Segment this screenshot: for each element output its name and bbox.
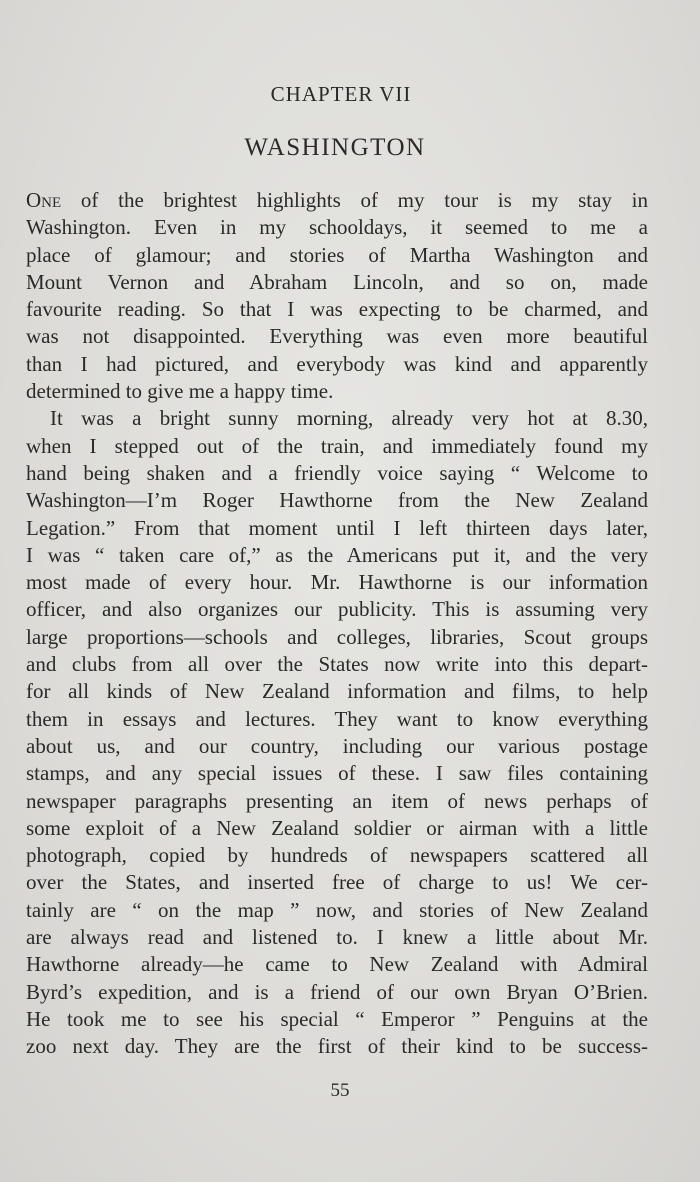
text-line: and clubs from all over the States now write into this depart- — [26, 652, 648, 677]
text-line: than I had pictured, and everybody was kind and apparently — [26, 351, 648, 376]
text-line: zoo next day. They are the first of their kind to be success- — [26, 1034, 648, 1059]
text-line: some exploit of a New Zealand soldier or airman with a little — [26, 815, 648, 840]
text-line: Hawthorne already—he came to New Zealand with Admiral — [26, 952, 648, 977]
text-line: photograph, copied by hundreds of newspapers scattered all — [26, 843, 648, 868]
text-line: I was “ taken care of,” as the Americans put it, and the very — [26, 542, 648, 567]
text-line: them in essays and lectures. They want to know everything — [26, 706, 648, 731]
chapter-heading: CHAPTER VII — [270, 82, 412, 106]
page-number: 55 — [330, 1080, 350, 1101]
text-line: Washington. Even in my schooldays, it seemed to me a — [26, 215, 648, 240]
text-line: about us, and our country, including our various postage — [26, 733, 648, 758]
text-line: He took me to see his special “ Emperor ” Penguins at the — [26, 1006, 648, 1031]
text-line: are always read and listened to. I knew a little about Mr. — [26, 925, 648, 950]
text-line: when I stepped out of the train, and immediately found my — [26, 433, 648, 458]
text-line: Mount Vernon and Abraham Lincoln, and so on, made — [26, 269, 648, 294]
text-line — [26, 187, 648, 214]
text-line: Washington—I’m Roger Hawthorne from the New Zealand — [26, 488, 648, 513]
text-line: hand being shaken and a friendly voice saying “ Welcome to — [26, 460, 648, 485]
text-line: large proportions—schools and colleges, libraries, Scout groups — [26, 624, 648, 649]
page-body — [26, 187, 648, 1061]
text-line-rest: of the brightest highlights of my tour is my stay in — [61, 188, 648, 212]
text-line: stamps, and any special issues of these. I saw files containing — [26, 761, 648, 786]
text-line: favourite reading. So that I was expecting to be charmed, and — [26, 297, 648, 322]
text-line: Byrd’s expedition, and is a friend of our own Bryan O’Brien. — [26, 979, 648, 1004]
text-line: for all kinds of New Zealand information and films, to help — [26, 679, 648, 704]
text-line: most made of every hour. Mr. Hawthorne is our information — [26, 570, 648, 595]
opening-word: One — [26, 188, 62, 212]
text-line: was not disappointed. Everything was even more beautiful — [26, 324, 648, 349]
text-line: determined to give me a happy time. — [26, 379, 334, 404]
text-line: newspaper paragraphs presenting an item of news perhaps of — [26, 788, 648, 813]
text-line: officer, and also organizes our publicity. This is assuming very — [26, 597, 648, 622]
chapter-title: WASHINGTON — [244, 134, 426, 161]
text-line: It was a bright sunny morning, already very hot at 8.30, — [50, 406, 648, 431]
text-line: place of glamour; and stories of Martha Washington and — [26, 242, 648, 267]
text-line: Legation.” From that moment until I left thirteen days later, — [26, 515, 648, 540]
text-line: tainly are “ on the map ” now, and stories of New Zealand — [26, 897, 648, 922]
text-line: over the States, and inserted free of charge to us! We cer- — [26, 870, 648, 895]
